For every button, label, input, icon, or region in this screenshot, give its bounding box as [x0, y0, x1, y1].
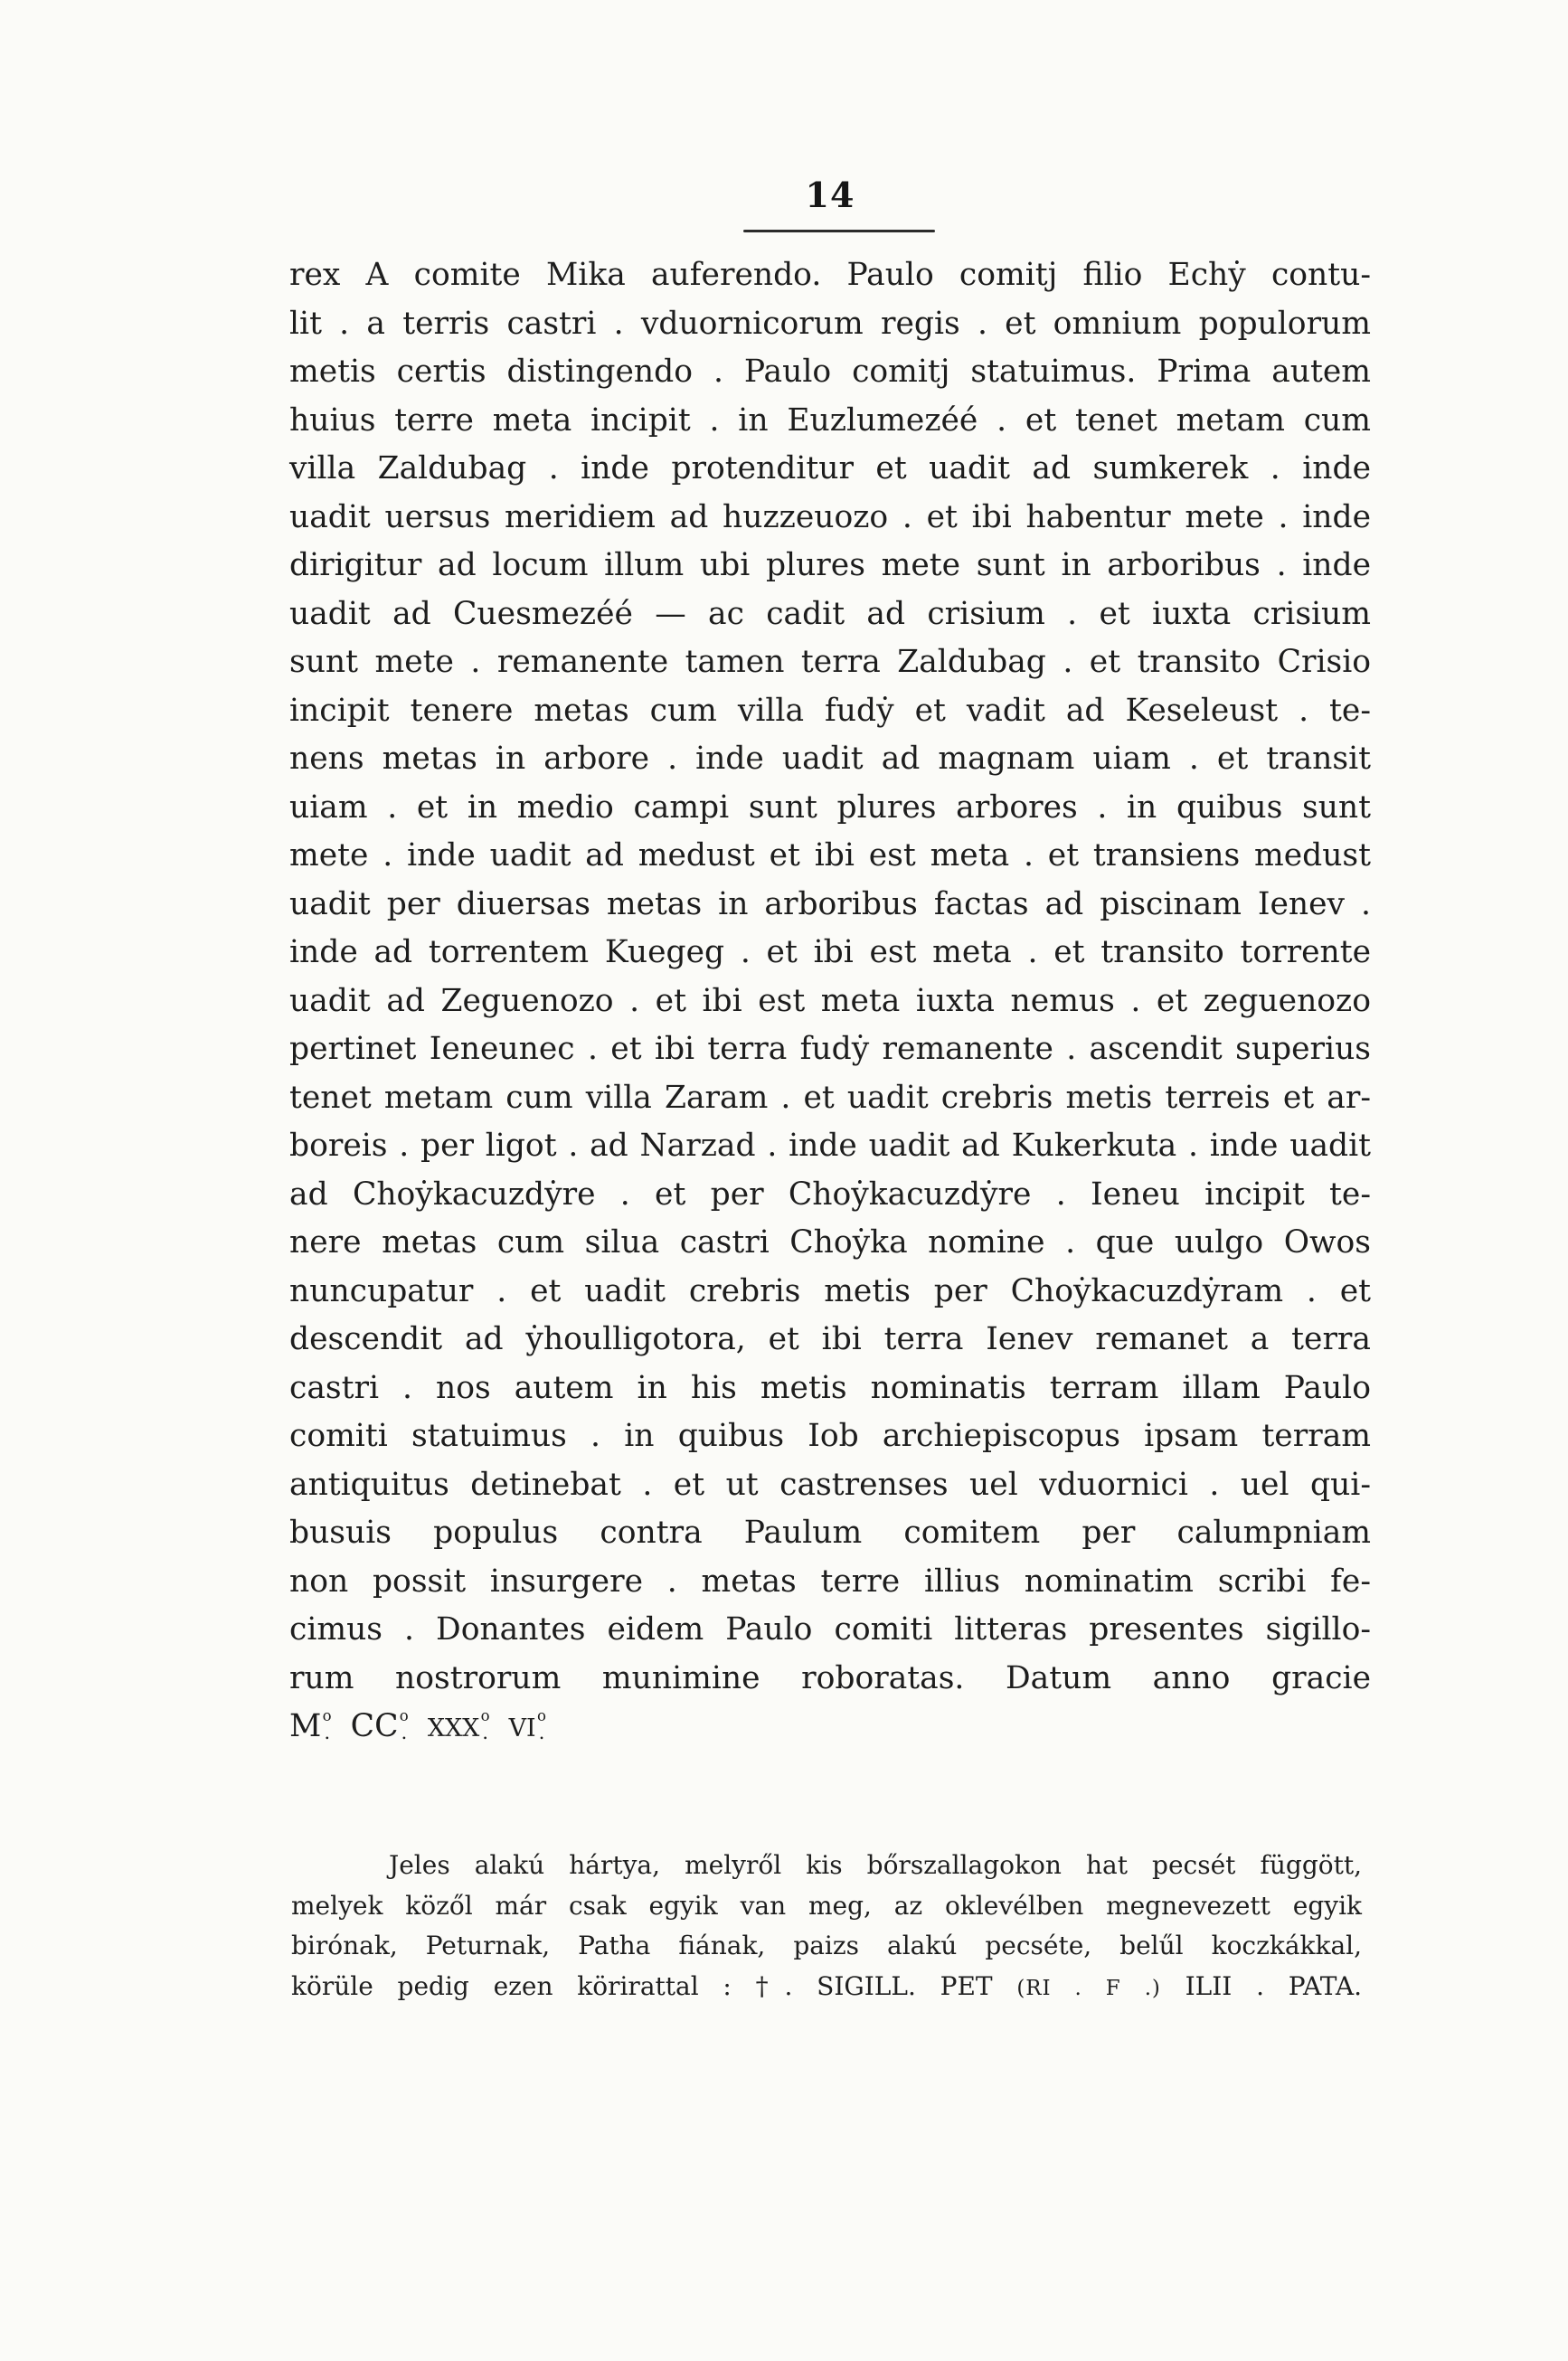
ordinal-token — [350, 1706, 409, 1744]
ordinal-dot-mark: . — [538, 1721, 545, 1744]
text-line: uadit per diuersas metas in arboribus factas ad piscinam Ienev . — [289, 885, 1371, 922]
footnote-inscription-post: ILII . PATA. — [1160, 1970, 1362, 2001]
text-line: comiti statuimus . in quibus Iob archiepiscopus ipsam terram — [289, 1418, 1371, 1454]
text-line: mete . inde uadit ad medust et ibi est meta . et transiens medust — [289, 837, 1371, 874]
text-line: incipit tenere metas cum villa fudẏ et vadit ad Keseleust . te- — [289, 692, 1371, 729]
ordinal-base: XXX — [427, 1714, 480, 1742]
text-line: uadit ad Cuesmezéé — ac cadit ad crisium . et iuxta crisium — [289, 595, 1371, 632]
text-line: inde ad torrentem Kuegeg . et ibi est meta . et transito torrente — [289, 934, 1371, 970]
text-line: nuncupatur . et uadit crebris metis per Choẏkacuzdẏram . et — [289, 1272, 1371, 1309]
text-line: pertinet Ieneunec . et ibi terra fudẏ remanente . ascendit superius — [289, 1031, 1371, 1067]
text-line: ad Choẏkacuzdẏre . et per Choẏkacuzdẏre . Ieneu incipit te- — [289, 1176, 1371, 1213]
text-line: non possit insurgere . metas terre illius nominatim scribi fe- — [289, 1563, 1371, 1600]
ordinal-base: CC — [350, 1708, 399, 1744]
text-line: nere metas cum silua castri Choẏka nomine . que uulgo Owos — [289, 1224, 1371, 1261]
ordinal-token — [427, 1706, 490, 1744]
text-line: lit . a terris castri . vduornicorum regis . et omnium populorum — [289, 305, 1371, 342]
text-line: boreis . per ligot . ad Narzad . inde uadit ad Kukerkuta . inde uadit — [289, 1128, 1371, 1164]
text-line: descendit ad ẏhoulligotora, et ibi terra Ienev remanet a terra — [289, 1321, 1371, 1357]
text-line: castri . nos autem in his metis nominatis terram illam Paulo — [289, 1369, 1371, 1406]
ordinal-token — [289, 1706, 332, 1744]
footnote-block — [291, 1846, 1362, 2008]
ordinal-dot-mark: . — [324, 1721, 331, 1744]
ordinal-o-mark: o — [537, 1706, 546, 1724]
footnote-small-caps: (RI . F .) — [1016, 1976, 1161, 2000]
text-line: rum nostrorum munimine roboratas. Datum anno gracie — [289, 1659, 1371, 1696]
text-line: rex A comite Mika auferendo. Paulo comitj filio Echẏ contu- — [289, 257, 1371, 293]
footnote-inscription-pre: körüle pedig ezen körirattal : †. SIGILL. PET — [291, 1970, 1017, 2001]
text-line: uiam . et in medio campi sunt plures arbores . in quibus sunt — [289, 789, 1371, 826]
text-line: uadit ad Zeguenozo . et ibi est meta iuxta nemus . et zeguenozo — [289, 982, 1371, 1019]
text-line: uadit uersus meridiem ad huzzeuozo . et ibi habentur mete . inde — [289, 498, 1371, 535]
footnote-line: birónak, Peturnak, Patha fiának, paizs alakú pecséte, belűl koczkákkal, — [291, 1931, 1362, 1960]
text-line: nens metas in arbore . inde uadit ad magnam uiam . et transit — [289, 741, 1371, 777]
text-line: cimus . Donantes eidem Paulo comiti litteras presentes sigillo- — [289, 1611, 1371, 1648]
ordinal-dot-mark: . — [401, 1721, 408, 1744]
text-line: metis certis distingendo . Paulo comitj statuimus. Prima autem — [289, 354, 1371, 390]
ordinal-token — [508, 1706, 546, 1744]
text-line: dirigitur ad locum illum ubi plures mete sunt in arboribus . inde — [289, 547, 1371, 583]
header-rule — [743, 230, 935, 232]
text-line: villa Zaldubag . inde protenditur et uadit ad sumkerek . inde — [289, 450, 1371, 486]
footnote-line: Jeles alakú hártya, melyről kis bőrszallagokon hat pecsét függött, — [389, 1850, 1362, 1880]
text-line: tenet metam cum villa Zaram . et uadit crebris metis terreis et ar- — [289, 1079, 1371, 1116]
ordinal-base: M — [289, 1708, 322, 1744]
text-line: antiquitus detinebat . et ut castrenses uel vduornici . uel qui- — [289, 1466, 1371, 1503]
ordinal-o-mark: o — [480, 1706, 490, 1724]
ordinal-o-mark: o — [399, 1706, 409, 1724]
page-number: 14 — [805, 175, 855, 215]
footnote-line — [291, 1967, 1362, 2009]
charter-text-block — [289, 251, 1371, 1752]
text-line: sunt mete . remanente tamen terra Zaldubag . et transito Crisio — [289, 644, 1371, 680]
dating-line — [289, 1703, 1371, 1752]
ordinal-o-mark: o — [322, 1706, 332, 1724]
footnote-line: melyek közől már csak egyik van meg, az oklevélben megnevezett egyik — [291, 1890, 1362, 1921]
text-line: busuis populus contra Paulum comitem per calumpniam — [289, 1515, 1371, 1551]
text-line: huius terre meta incipit . in Euzlumezéé . et tenet metam cum — [289, 401, 1371, 439]
ordinal-base: VI — [508, 1714, 536, 1742]
ordinal-dot-mark: . — [482, 1721, 489, 1744]
